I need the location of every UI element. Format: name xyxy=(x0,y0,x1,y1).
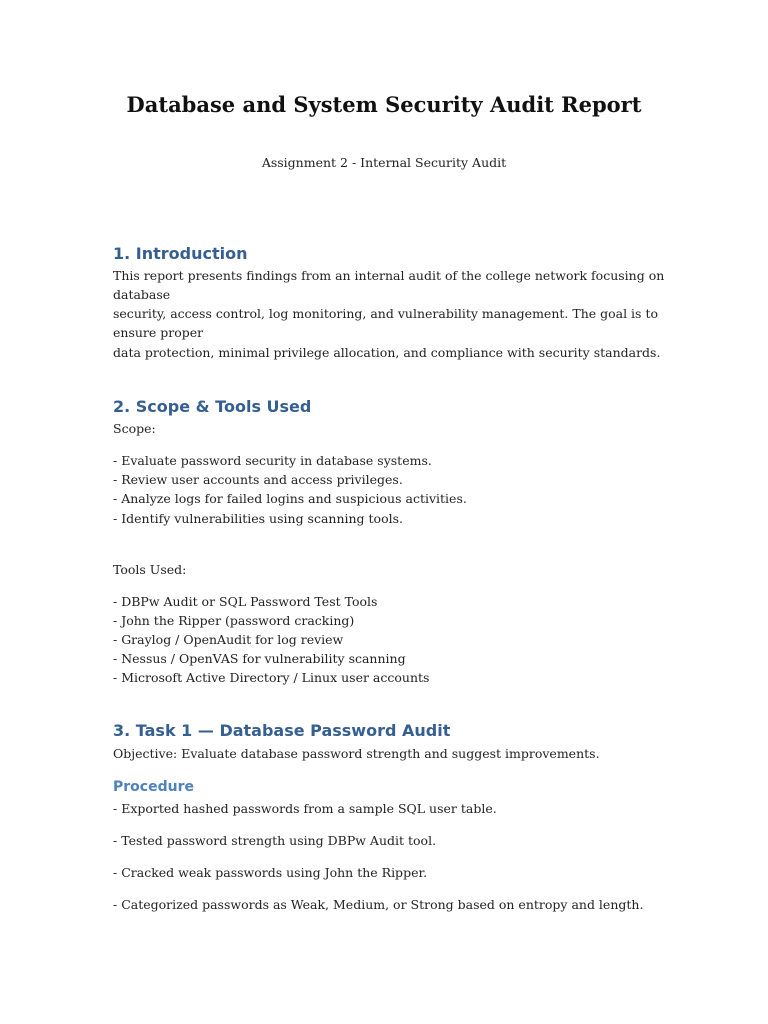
list-item: - Evaluate password security in database systems. xyxy=(113,453,432,468)
paragraph-line: ensure proper xyxy=(113,325,204,340)
document-subtitle: Assignment 2 - Internal Security Audit xyxy=(261,155,507,170)
section-introduction-heading: 1. Introduction xyxy=(113,244,248,263)
paragraph-line: security, access control, log monitoring, and vulnerability management. The goal is to xyxy=(113,306,658,321)
document-title: Database and System Security Audit Report xyxy=(126,92,642,117)
list-item: - Analyze logs for failed logins and suspicious activities. xyxy=(113,491,467,506)
task1-objective: Objective: Evaluate database password strength and suggest improvements. xyxy=(113,746,600,761)
paragraph-line: data protection, minimal privilege allocation, and compliance with security standards. xyxy=(113,345,661,360)
list-item: - Exported hashed passwords from a sample SQL user table. xyxy=(113,801,497,816)
list-item: - Categorized passwords as Weak, Medium, or Strong based on entropy and length. xyxy=(113,897,644,912)
section-scope-heading: 2. Scope & Tools Used xyxy=(113,397,312,416)
list-item: - DBPw Audit or SQL Password Test Tools xyxy=(113,594,378,609)
list-item: - John the Ripper (password cracking) xyxy=(113,613,355,628)
list-item: - Review user accounts and access privileges. xyxy=(113,472,403,487)
list-item: - Microsoft Active Directory / Linux user accounts xyxy=(113,670,430,685)
list-item: - Tested password strength using DBPw Audit tool. xyxy=(113,833,437,848)
list-item: - Identify vulnerabilities using scanning tools. xyxy=(113,511,403,526)
list-item: - Graylog / OpenAudit for log review xyxy=(113,632,344,647)
section-task1-heading: 3. Task 1 — Database Password Audit xyxy=(113,721,451,740)
scope-label: Scope: xyxy=(113,421,156,436)
paragraph-line: This report presents findings from an internal audit of the college network focusing on xyxy=(113,268,665,283)
tools-label: Tools Used: xyxy=(113,562,187,577)
list-item: - Cracked weak passwords using John the Ripper. xyxy=(113,865,428,880)
procedure-heading: Procedure xyxy=(113,779,194,795)
list-item: - Nessus / OpenVAS for vulnerability scanning xyxy=(113,651,406,666)
paragraph-line: database xyxy=(113,287,171,302)
